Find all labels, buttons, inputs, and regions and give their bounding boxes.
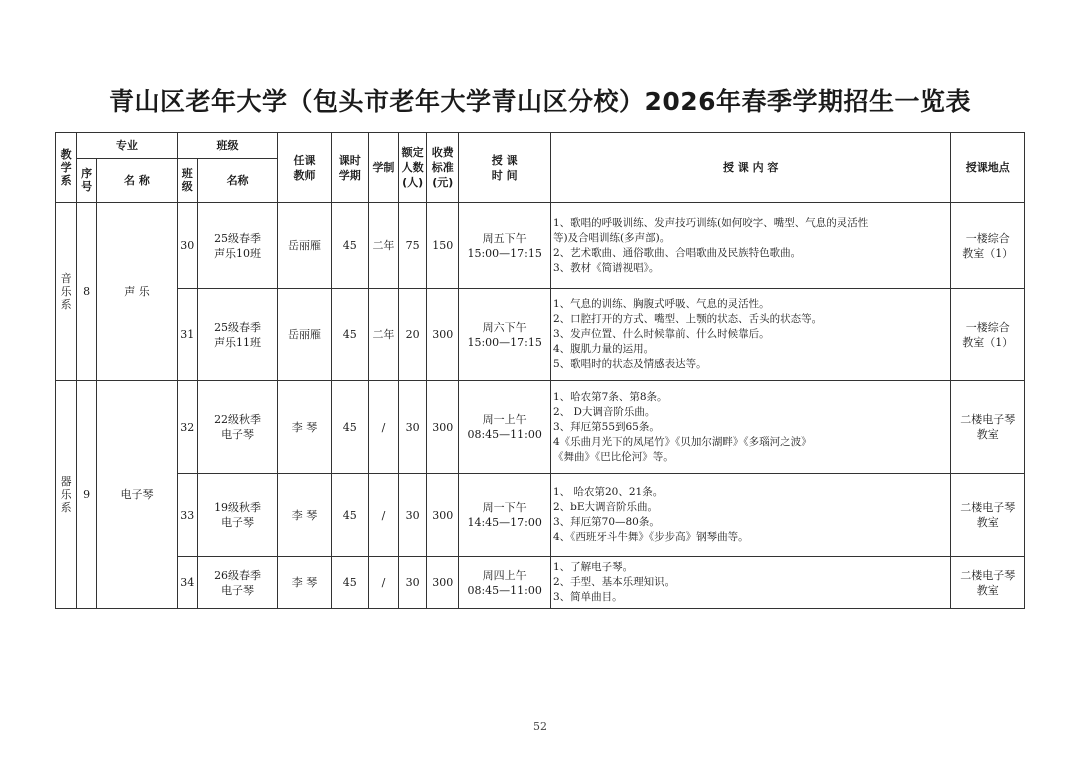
content-line: 4、腹肌力量的运用。 (552, 343, 655, 355)
page-number: 52 (533, 720, 547, 733)
system-cell: / (368, 381, 398, 474)
table-row (56, 203, 1025, 289)
class-no-cell: 30 (177, 203, 197, 289)
location-cell: 一楼综合 教室（1） (951, 289, 1025, 381)
quota-cell: 75 (399, 203, 427, 289)
fee-cell: 300 (427, 474, 459, 557)
time-cell: 周五下午 15:00—17:15 (459, 203, 551, 289)
content-cell (550, 203, 950, 289)
major-no-cell: 9 (77, 381, 97, 609)
time-cell: 周一上午 08:45—11:00 (459, 381, 551, 474)
hours-cell: 45 (331, 381, 368, 474)
table-row (56, 557, 1025, 609)
header-major-name: 名 称 (97, 159, 177, 203)
enrollment-table (55, 132, 1025, 609)
fee-cell: 150 (427, 203, 459, 289)
hours-cell: 45 (331, 289, 368, 381)
location-cell: 一楼综合 教室（1） (951, 203, 1025, 289)
header-fee: 收费 标准 (元) (427, 133, 459, 203)
class-no-cell: 31 (177, 289, 197, 381)
header-class-name: 名称 (197, 159, 277, 203)
content-line: 2、艺术歌曲、通俗歌曲、合唱歌曲及民族特色歌曲。 (552, 246, 802, 259)
header-content: 授 课 内 容 (550, 133, 950, 203)
header-quota: 额定 人数 (人) (399, 133, 427, 203)
table-row (56, 289, 1025, 381)
header-hours: 课时 学期 (331, 133, 368, 203)
quota-cell: 30 (399, 557, 427, 609)
header-class: 班级 (177, 133, 278, 159)
class-no-cell: 32 (177, 381, 197, 474)
content-cell (550, 557, 950, 609)
class-name-cell: 25级春季 声乐11班 (197, 289, 277, 381)
content-line: 1、气息的训练、胸腹式呼吸、气息的灵活性。 (552, 298, 770, 310)
fee-cell: 300 (427, 289, 459, 381)
teacher-cell: 李 琴 (278, 381, 331, 474)
content-line: 1、了解电子琴。 (552, 561, 634, 573)
content-line: 《舞曲》《巴比伦河》等。 (552, 450, 674, 463)
major-name-cell: 声 乐 (97, 203, 177, 381)
class-name-cell: 19级秋季 电子琴 (197, 474, 277, 557)
class-name-cell: 26级春季 电子琴 (197, 557, 277, 609)
content-cell (550, 289, 950, 381)
hours-cell: 45 (331, 474, 368, 557)
major-no-cell: 8 (77, 203, 97, 381)
teacher-cell: 岳丽雁 (278, 289, 331, 381)
content-line: 2、 D大调音阶乐曲。 (552, 405, 656, 418)
teacher-cell: 岳丽雁 (278, 203, 331, 289)
hours-cell: 45 (331, 203, 368, 289)
system-cell: 二年 (368, 289, 398, 381)
content-line: 2、口腔打开的方式、嘴型、上颚的状态、舌头的状态等。 (552, 313, 823, 325)
location-cell: 二楼电子琴 教室 (951, 557, 1025, 609)
page-title: 青山区老年大学（包头市老年大学青山区分校）2026年春季学期招生一览表 (108, 87, 972, 116)
header-location: 授课地点 (951, 133, 1025, 203)
content-cell (550, 381, 950, 474)
header-time: 授 课 时 间 (459, 133, 551, 203)
dept-cell: 器乐系 (56, 381, 77, 609)
table-row (56, 474, 1025, 557)
content-line: 3、简单曲目。 (552, 591, 623, 603)
major-name-cell: 电子琴 (97, 381, 177, 609)
fee-cell: 300 (427, 381, 459, 474)
hours-cell: 45 (331, 557, 368, 609)
time-cell: 周四上午 08:45—11:00 (459, 557, 551, 609)
quota-cell: 30 (399, 474, 427, 557)
content-line: 1、歌唱的呼吸训练、发声技巧训练(如何咬字、嘴型、气息的灵活性 (552, 216, 869, 229)
table-body (56, 203, 1025, 609)
class-name-cell: 25级春季 声乐10班 (197, 203, 277, 289)
content-line: 等)及合唱训练(多声部)。 (552, 231, 671, 244)
quota-cell: 30 (399, 381, 427, 474)
content-line: 3、拜厄第55到65条。 (552, 420, 660, 433)
time-cell: 周六下午 15:00—17:15 (459, 289, 551, 381)
content-line: 2、手型、基本乐理知识。 (552, 576, 676, 588)
content-line: 2、bE大调音阶乐曲。 (552, 501, 659, 513)
header-major: 专业 (77, 133, 178, 159)
header-system: 学制 (368, 133, 398, 203)
teacher-cell: 李 琴 (278, 557, 331, 609)
content-line: 4、《西班牙斗牛舞》《步步高》钢琴曲等。 (552, 531, 749, 543)
header-teacher: 任课 教师 (278, 133, 331, 203)
system-cell: 二年 (368, 203, 398, 289)
content-cell (550, 474, 950, 557)
header-major-no: 序号 (77, 159, 97, 203)
class-no-cell: 34 (177, 557, 197, 609)
header-class-no: 班级 (177, 159, 197, 203)
teacher-cell: 李 琴 (278, 474, 331, 557)
quota-cell: 20 (399, 289, 427, 381)
fee-cell: 300 (427, 557, 459, 609)
time-cell: 周一下午 14:45—17:00 (459, 474, 551, 557)
content-line: 3、发声位置、什么时候靠前、什么时候靠后。 (552, 328, 770, 340)
class-no-cell: 33 (177, 474, 197, 557)
table-row (56, 381, 1025, 474)
content-line: 3、教材《简谱视唱》。 (552, 261, 660, 274)
class-name-cell: 22级秋季 电子琴 (197, 381, 277, 474)
content-line: 1、哈农第7条、第8条。 (552, 390, 668, 403)
dept-cell: 音乐系 (56, 203, 77, 381)
content-line: 1、 哈农第20、21条。 (552, 486, 664, 498)
header-row-1 (56, 133, 1025, 159)
system-cell: / (368, 474, 398, 557)
content-line: 4《乐曲月光下的凤尾竹》《贝加尔湖畔》《多瑙河之波》 (552, 435, 812, 448)
location-cell: 二楼电子琴 教室 (951, 381, 1025, 474)
system-cell: / (368, 557, 398, 609)
location-cell: 二楼电子琴 教室 (951, 474, 1025, 557)
content-line: 5、歌唱时的状态及情感表达等。 (552, 358, 707, 370)
header-dept: 教学系 (56, 133, 77, 203)
content-line: 3、拜厄第70—80条。 (552, 516, 660, 528)
